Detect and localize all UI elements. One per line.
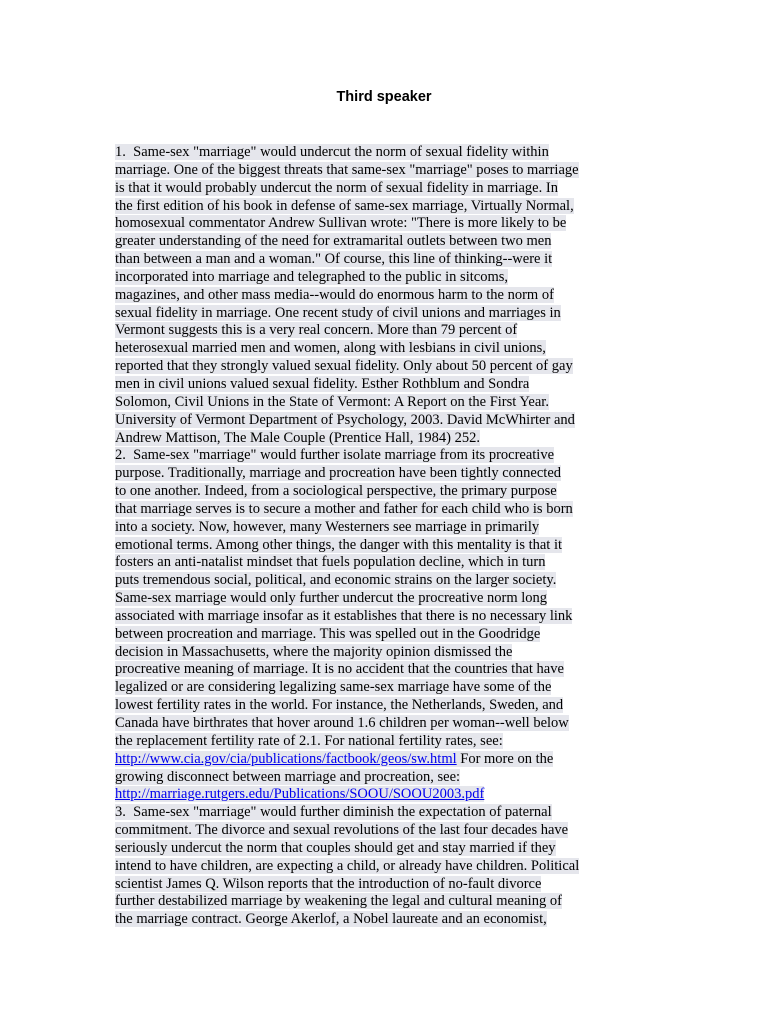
line-text: the replacement fertility rate of 2.1. For national fertility rates, see:	[115, 732, 503, 749]
line-text: Same-sex marriage would only further undercut the procreative norm long	[115, 590, 548, 607]
text-line	[115, 840, 660, 858]
text-line	[115, 572, 660, 590]
line-text: decision in Massachusetts, where the majority opinion dismissed the	[115, 643, 513, 660]
line-text: 3. Same-sex "marriage" would further diminish the expectation of paternal	[115, 804, 552, 821]
line-text: greater understanding of the need for extramarital outlets between two men	[115, 233, 552, 250]
line-text: than between a man and a woman." Of course, this line of thinking--were it	[115, 251, 553, 268]
text-line	[115, 608, 660, 626]
line-text: Canada have birthrates that hover around 1.6 children per woman--well below	[115, 715, 569, 731]
text-line	[115, 430, 660, 448]
text-line	[115, 251, 660, 269]
document-title: Third speaker	[336, 89, 432, 105]
line-text: growing disconnect between marriage and procreation, see:	[115, 768, 461, 785]
text-line	[115, 162, 660, 180]
line-text: emotional terms. Among other things, the danger with this mentality is that it	[115, 536, 563, 553]
line-text: legalized or are considering legalizing same-sex marriage have some of the	[115, 679, 552, 696]
line-text: seriously undercut the norm that couples should get and stay married if they	[115, 839, 556, 856]
text-line	[115, 537, 660, 555]
text-line	[115, 590, 660, 608]
line-text: fosters an anti-natalist mindset that fuels population decline, which in turn	[115, 554, 546, 571]
text-line	[115, 465, 660, 483]
text-line	[115, 198, 660, 216]
text-line	[115, 412, 660, 430]
line-text: procreative meaning of marriage. It is no accident that the countries that have	[115, 661, 564, 678]
line-text: 2. Same-sex "marriage" would further isolate marriage from its procreative	[115, 447, 555, 464]
text-line	[115, 804, 660, 822]
line-text: Andrew Mattison, The Male Couple (Prentice Hall, 1984) 252.	[115, 429, 480, 446]
text-line	[115, 394, 660, 412]
text-line	[115, 322, 660, 340]
text-line	[115, 483, 660, 501]
line-text: homosexual commentator Andrew Sullivan wrote: "There is more likely to be	[115, 215, 567, 232]
text-line	[115, 269, 660, 287]
text-line	[115, 180, 660, 198]
text-line	[115, 554, 660, 572]
line-text: lowest fertility rates in the world. For instance, the Netherlands, Sweden, and	[115, 697, 564, 714]
text-line	[115, 358, 660, 376]
text-line	[115, 340, 660, 358]
hyperlink[interactable]: http://www.cia.gov/cia/publications/factbook/geos/sw.html	[115, 750, 457, 767]
text-line	[115, 215, 660, 233]
line-text: the first edition of his book in defense of same-sex marriage, Virtually Normal,	[115, 197, 574, 214]
text-line	[115, 679, 660, 697]
text-line	[115, 233, 660, 251]
line-text: to one another. Indeed, from a sociological perspective, the primary purpose	[115, 483, 557, 500]
line-text: into a society. Now, however, many Westerners see marriage in primarily	[115, 518, 540, 535]
line-text: sexual fidelity in marriage. One recent study of civil unions and marriages in	[115, 304, 561, 321]
text-line	[115, 822, 660, 840]
line-text: the marriage contract. George Akerlof, a Nobel laureate and an economist,	[115, 911, 547, 928]
text-line[interactable]	[115, 786, 660, 804]
line-text: associated with marriage insofar as it establishes that there is no necessary link	[115, 607, 573, 624]
text-line	[115, 287, 660, 305]
text-line	[115, 661, 660, 679]
line-text: reported that they strongly valued sexual fidelity. Only about 50 percent of gay	[115, 358, 573, 375]
line-text: between procreation and marriage. This was spelled out in the Goodridge	[115, 625, 541, 642]
text-line	[115, 305, 660, 323]
line-text: Vermont suggests this is a very real concern. More than 79 percent of	[115, 322, 518, 339]
text-line	[115, 858, 660, 876]
text-line	[115, 733, 660, 751]
line-text: that marriage serves is to secure a mother and father for each child who is born	[115, 500, 573, 517]
line-text: marriage. One of the biggest threats that same-sex "marriage" poses to marriage	[115, 161, 579, 178]
line-text: heterosexual married men and women, along with lesbians in civil unions,	[115, 340, 546, 357]
line-text: purpose. Traditionally, marriage and procreation have been tightly connected	[115, 465, 562, 482]
text-line	[115, 876, 660, 894]
text-line	[115, 769, 660, 787]
line-text: For more on the	[456, 750, 554, 767]
line-text: is that it would probably undercut the norm of sexual fidelity in marriage. In	[115, 179, 558, 196]
line-text: commitment. The divorce and sexual revolutions of the last four decades have	[115, 822, 569, 839]
text-line	[115, 144, 660, 162]
line-text: Solomon, Civil Unions in the State of Vermont: A Report on the First Year.	[115, 393, 549, 410]
line-text: intend to have children, are expecting a child, or already have children. Political	[115, 857, 580, 874]
text-line	[115, 697, 660, 715]
document-body	[115, 144, 660, 929]
line-text: magazines, and other mass media--would do enormous harm to the norm of	[115, 286, 554, 303]
text-line	[115, 911, 660, 929]
text-line	[115, 501, 660, 519]
text-line	[115, 376, 660, 394]
text-line	[115, 519, 660, 537]
line-text: puts tremendous social, political, and economic strains on the larger society.	[115, 572, 557, 589]
line-text: incorporated into marriage and telegraphed to the public in sitcoms,	[115, 268, 508, 285]
line-text: further destabilized marriage by weakening the legal and cultural meaning of	[115, 893, 562, 910]
text-line	[115, 893, 660, 911]
line-text: University of Vermont Department of Psychology, 2003. David McWhirter and	[115, 411, 575, 428]
text-line	[115, 447, 660, 465]
hyperlink[interactable]: http://marriage.rutgers.edu/Publications/SOOU/SOOU2003.pdf	[115, 786, 485, 803]
line-text: 1. Same-sex "marriage" would undercut the norm of sexual fidelity within	[115, 144, 549, 160]
text-line	[115, 644, 660, 662]
text-line	[115, 626, 660, 644]
line-text: men in civil unions valued sexual fidelity. Esther Rothblum and Sondra	[115, 375, 530, 392]
text-line[interactable]	[115, 751, 660, 769]
text-line	[115, 715, 660, 733]
line-text: scientist James Q. Wilson reports that the introduction of no-fault divorce	[115, 875, 542, 892]
